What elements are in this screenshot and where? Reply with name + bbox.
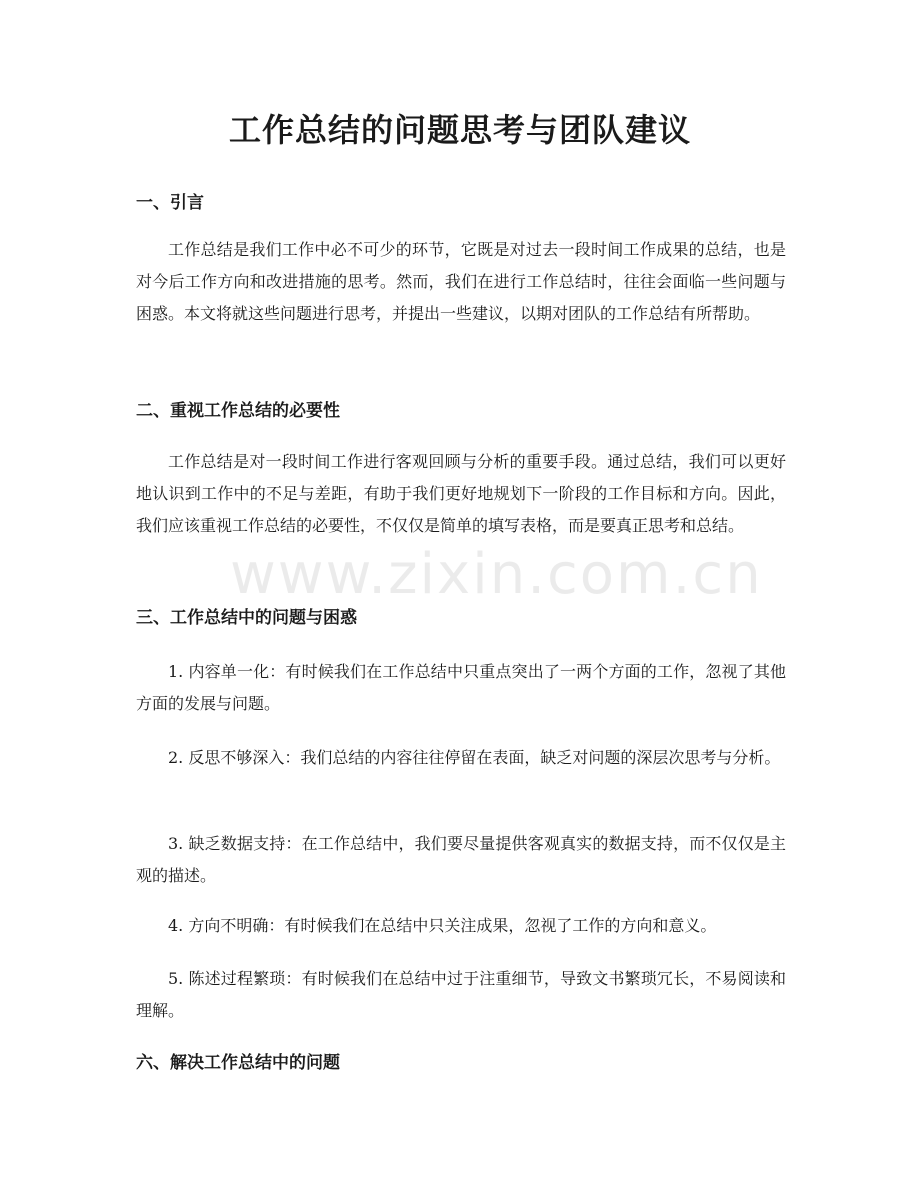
section-heading-necessity: 二、重视工作总结的必要性 xyxy=(136,401,340,421)
list-item-problem-4: 4. 方向不明确：有时候我们在总结中只关注成果，忽视了工作的方向和意义。 xyxy=(168,916,717,935)
list-item-problem-3: 3. 缺乏数据支持：在工作总结中，我们要尽量提供客观真实的数据支持，而不仅仅是主观的描述。 xyxy=(136,834,786,885)
list-item-problem-5: 5. 陈述过程繁琐：有时候我们在总结中过于注重细节，导致文书繁琐冗长，不易阅读和理解。 xyxy=(136,969,786,1020)
document-title: 工作总结的问题思考与团队建议 xyxy=(228,111,691,149)
section-heading-intro: 一、引言 xyxy=(136,193,204,213)
list-item-problem-2: 2. 反思不够深入：我们总结的内容往往停留在表面，缺乏对问题的深层次思考与分析。 xyxy=(168,748,781,767)
section-heading-problems: 三、工作总结中的问题与困惑 xyxy=(136,608,357,628)
paragraph-intro: 工作总结是我们工作中必不可少的环节，它既是对过去一段时间工作成果的总结，也是对今后工作方向和改进措施的思考。然而，我们在进行工作总结时，往往会面临一些问题与困惑。本文将就这些问题进行思考，并提出一些建议，以期对团队的工作总结有所帮助。 xyxy=(136,240,786,323)
section-heading-solutions: 六、解决工作总结中的问题 xyxy=(136,1053,340,1073)
paragraph-necessity: 工作总结是对一段时间工作进行客观回顾与分析的重要手段。通过总结，我们可以更好地认识到工作中的不足与差距，有助于我们更好地规划下一阶段的工作目标和方向。因此，我们应该重视工作总结的必要性，不仅仅是简单的填写表格，而是要真正思考和总结。 xyxy=(136,452,786,535)
watermark: www.zixin.com.cn xyxy=(230,542,763,607)
list-item-problem-1: 1. 内容单一化：有时候我们在工作总结中只重点突出了一两个方面的工作，忽视了其他方面的发展与问题。 xyxy=(136,662,786,713)
